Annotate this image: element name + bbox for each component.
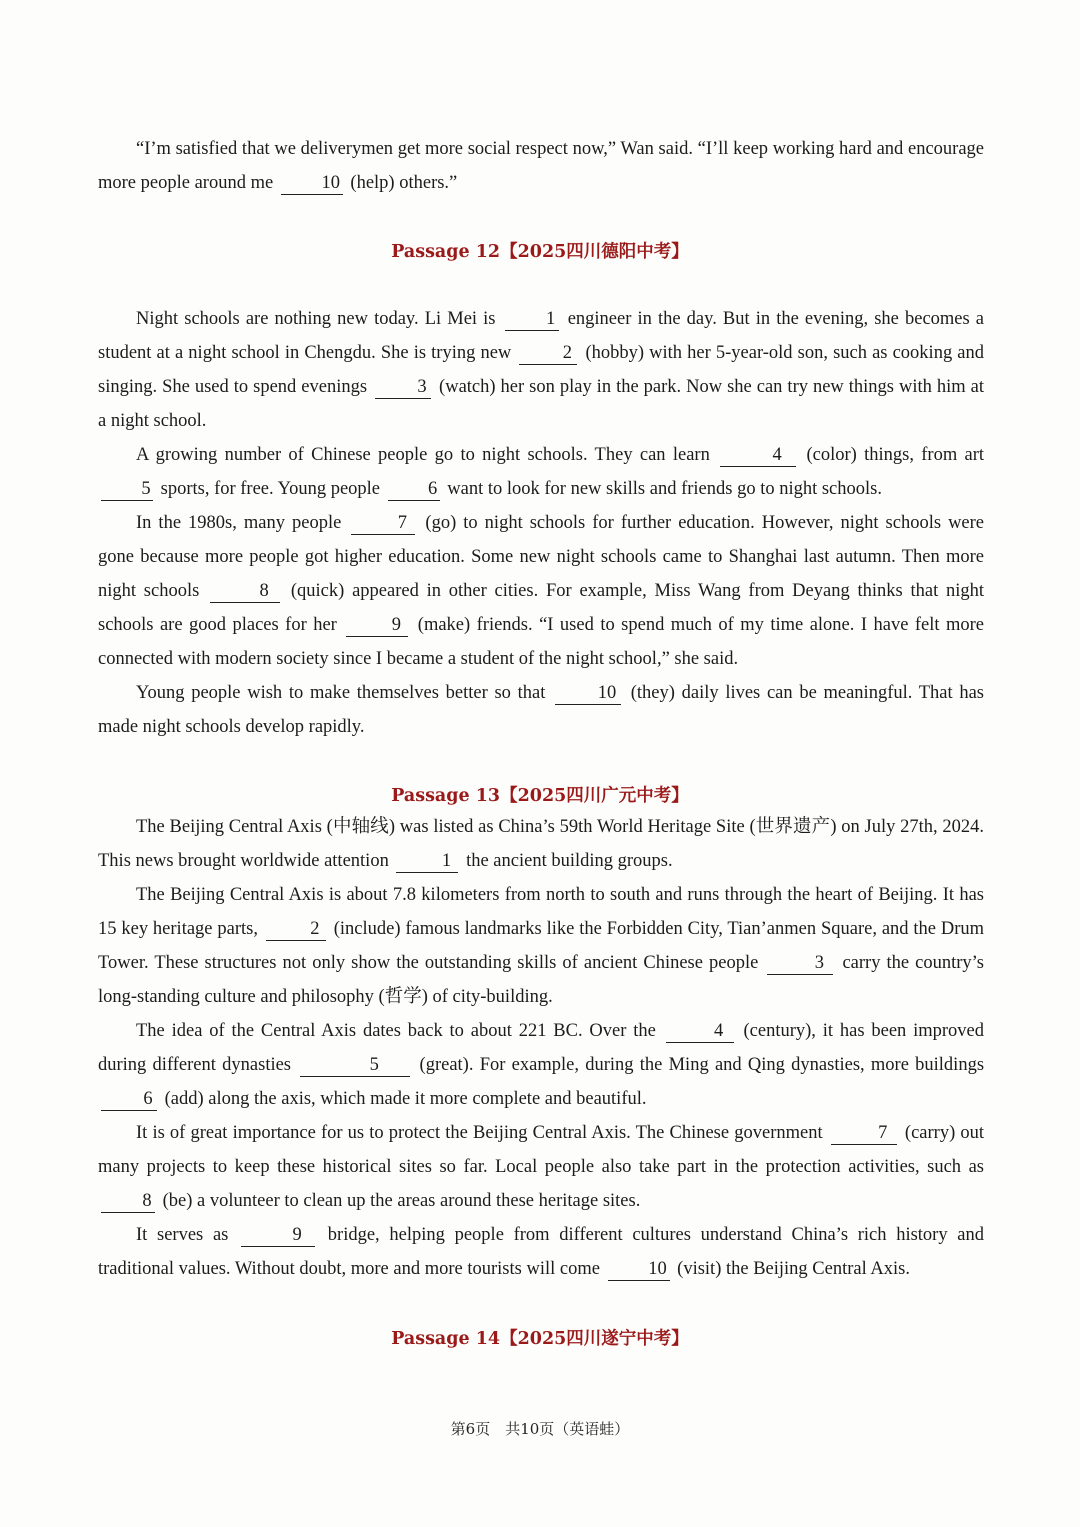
passage-13-heading: Passage 13【2025四川广元中考】 <box>391 786 689 806</box>
text-run: It serves as <box>136 1225 229 1245</box>
text-run: Night schools are nothing new today. Li Mei is <box>136 309 496 329</box>
text-run: (century), it has been improved during different dynasties <box>98 1021 985 1075</box>
text-run: (make) friends. “I used to spend much of my time alone. I have felt more connected with modern society since I became a student of the night school,” she said. <box>98 615 985 669</box>
text-run: “I’m satisfied that we deliverymen get more social respect now,” Wan said. “I’ll keep working hard and encourage more people around me <box>98 139 984 193</box>
text-run: Young people wish to make themselves better so that <box>136 683 546 703</box>
passage-13-paragraph-2 <box>98 878 984 1014</box>
blank-2[interactable]: 2 <box>519 342 577 365</box>
text-run: (hobby) with her 5-year-old son, such as cooking and singing. She used to spend evenings <box>98 343 985 397</box>
text-run: (they) daily lives can be meaningful. That has made night schools develop rapidly. <box>98 683 985 737</box>
text-run: The Beijing Central Axis (中轴线) was listed as China’s 59th World Heritage Site (世界遗产) on July 27th, 2024. This news brought worldwide attention <box>98 817 984 871</box>
text-run: want to look for new skills and friends go to night schools. <box>447 479 882 499</box>
blank-1[interactable]: 1 <box>505 308 559 331</box>
blank-2[interactable]: 2 <box>266 918 326 941</box>
blank-4[interactable]: 4 <box>720 444 796 467</box>
text-run: It is of great importance for us to protect the Beijing Central Axis. The Chinese government <box>136 1123 823 1143</box>
blank-3[interactable]: 3 <box>767 952 833 975</box>
text-run: (be) a volunteer to clean up the areas around these heritage sites. <box>162 1191 641 1211</box>
text-run: (include) famous landmarks like the Forbidden City, Tian’anmen Square, and the Drum Tower. These structures not only show the outstanding skills of ancient Chinese people <box>98 919 985 973</box>
text-run: engineer in the day. But in the evening, she becomes a student at a night school in Chengdu. She is trying new <box>98 309 985 363</box>
blank-10[interactable]: 10 <box>555 682 621 705</box>
blank-8[interactable]: 8 <box>101 1190 155 1213</box>
text-run: (go) to night schools for further education. However, night schools were gone because more people got higher education. Some new night schools came to Shanghai last autumn. Then more night schools <box>98 513 985 601</box>
passage-13-paragraph-3 <box>98 1014 984 1116</box>
text-run: (visit) the Beijing Central Axis. <box>677 1259 910 1279</box>
passage-13-paragraph-4 <box>98 1116 984 1218</box>
passage-12-paragraph-3 <box>98 506 984 676</box>
blank-5[interactable]: 5 <box>300 1054 410 1077</box>
blank-10[interactable]: 10 <box>281 172 343 195</box>
text-run: (add) along the axis, which made it more complete and beautiful. <box>164 1089 647 1109</box>
text-run: The Beijing Central Axis is about 7.8 kilometers from north to south and runs through the heart of Beijing. It has 15 key heritage parts, <box>98 885 984 939</box>
blank-7[interactable]: 7 <box>351 512 415 535</box>
text-run: (quick) appeared in other cities. For example, Miss Wang from Deyang thinks that night schools are good places for her <box>98 581 985 635</box>
text-run: (carry) out many projects to keep these historical sites so far. Local people also take part in the protection activities, such as <box>98 1123 985 1177</box>
passage-14-heading: Passage 14【2025四川遂宁中考】 <box>391 1329 689 1349</box>
blank-10[interactable]: 10 <box>608 1258 670 1281</box>
passage-12-paragraph-4 <box>98 676 984 744</box>
blank-1[interactable]: 1 <box>396 850 458 873</box>
text-run: In the 1980s, many people <box>136 513 342 533</box>
passage-12-heading: Passage 12【2025四川德阳中考】 <box>391 242 689 262</box>
blank-7[interactable]: 7 <box>831 1122 897 1145</box>
blank-9[interactable]: 9 <box>346 614 408 637</box>
text-run: (color) things, from art <box>806 445 985 465</box>
passage-12-paragraph-2 <box>98 438 984 506</box>
passage-13-paragraph-5 <box>98 1218 984 1286</box>
text-run: (great). For example, during the Ming and Qing dynasties, more buildings <box>419 1055 985 1075</box>
blank-5[interactable]: 5 <box>101 478 153 501</box>
passage-12-paragraph-1 <box>98 302 984 438</box>
text-run: A growing number of Chinese people go to night schools. They can learn <box>136 445 710 465</box>
blank-9[interactable]: 9 <box>241 1224 315 1247</box>
blank-6[interactable]: 6 <box>101 1088 157 1111</box>
blank-8[interactable]: 8 <box>210 580 280 603</box>
text-run: The idea of the Central Axis dates back to about 221 BC. Over the <box>136 1021 656 1041</box>
page-footer: 第6页 共10页（英语蛙） <box>450 1420 630 1438</box>
text-run: bridge, helping people from different cultures understand China’s rich history and traditional values. Without doubt, more and more tourists will come <box>98 1225 985 1279</box>
passage-13-paragraph-1 <box>98 810 984 878</box>
blank-3[interactable]: 3 <box>375 376 431 399</box>
text-run: (watch) her son play in the park. Now she can try new things with him at a night school. <box>98 377 985 431</box>
text-run: carry the country’s long-standing culture and philosophy (哲学) of city-building. <box>98 953 985 1007</box>
text-run: (help) others.” <box>350 173 458 193</box>
passage-11-paragraph <box>98 132 984 200</box>
text-run: sports, for free. Young people <box>160 479 381 499</box>
blank-6[interactable]: 6 <box>388 478 440 501</box>
blank-4[interactable]: 4 <box>666 1020 734 1043</box>
text-run: the ancient building groups. <box>466 851 673 871</box>
